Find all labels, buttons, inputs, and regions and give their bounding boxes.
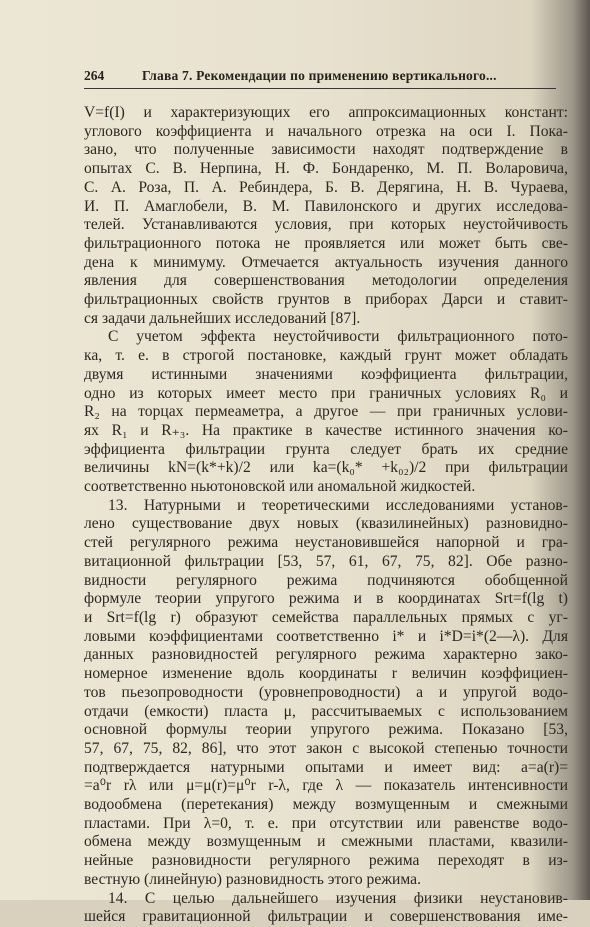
text-line: данных разновидностей регулярного режима характерно зако- xyxy=(84,646,568,664)
text-line: С. А. Роза, П. А. Ребиндера, Б. В. Дерягина, Н. В. Чураева, xyxy=(84,178,568,196)
text-line: подтверждается натурными опытами и имеет вид: a=a(r)= xyxy=(84,758,568,776)
running-header xyxy=(84,68,556,89)
text-line: основной формулы теории упругого режима. Показано [53, xyxy=(84,721,568,739)
text-line: величины kN=(k*+k)/2 или ka=(k₀* +k₀₂)/2 при фильтрации xyxy=(84,459,568,477)
text-line: вестную (линейную) разновидность этого режима. xyxy=(84,870,421,888)
text-line: пластами. При λ=0, т. е. при отсутствии или равенстве водо- xyxy=(84,814,568,832)
text-line: 14. С целью дальнейшего изучения физики неустановив- xyxy=(108,889,568,907)
text-line: углового коэффициента и начального отрезка на оси I. Пока- xyxy=(84,122,568,140)
text-line: водообмена (перетекания) между возмущенным и смежными xyxy=(84,796,568,814)
text-line: эффициента фильтрации грунта следует брать их средние xyxy=(84,440,568,458)
text-line: тов пьезопроводности (уровнепроводности) a и упругой водо- xyxy=(84,683,568,701)
text-line: =a⁰r rλ или μ=μ(r)=μ⁰r r-λ, где λ — показатель интенсивности xyxy=(84,777,568,795)
text-line: витационной фильтрации [53, 57, 61, 67, 75, 82]. Обе разно- xyxy=(84,552,568,570)
running-title: Глава 7. Рекомендации по применению вертикального... xyxy=(142,68,497,83)
text-line: фильтрационных свойств грунтов в приборах Дарси и ставит- xyxy=(84,291,568,309)
text-line: лено существование двух новых (квазилинейных) разновидно- xyxy=(84,515,568,533)
page-body-text xyxy=(84,104,568,927)
text-line: ях R₁ и R₊₃. На практике в качестве истинного значения ко- xyxy=(84,421,568,439)
text-line: обмена между возмущенным и смежными пластами, квазили- xyxy=(84,833,568,851)
text-line: видности регулярного режима подчиняются обобщенной xyxy=(84,571,568,589)
text-line: шейся гравитационной фильтрации и совершенствования име- xyxy=(84,908,568,926)
text-line: И. П. Амаглобели, В. М. Павилонского и других исследова- xyxy=(84,197,568,215)
text-line: двумя истинными значениями коэффициента фильтрации, xyxy=(84,365,568,383)
text-line: ся задачи дальнейших исследований [87]. xyxy=(84,309,361,327)
text-line: дена к минимуму. Отмечается актуальность изучения данного xyxy=(84,253,568,271)
text-line: 13. Натурными и теоретическими исследованиями установ- xyxy=(108,496,568,514)
text-line: отдачи (емкости) пласта μ, рассчитываемых с использованием xyxy=(84,702,568,720)
text-line: формуле теории упругого режима и в координатах Srt=f(lg t) xyxy=(84,590,568,608)
text-line: ловыми коэффициентами соответственно i* и i*D=i*(2—λ). Для xyxy=(84,627,568,645)
text-line: номерное изменение вдоль координаты r величин коэффициен- xyxy=(84,665,568,683)
text-line: R₂ на торцах пермеаметра, а другое — при граничных услови- xyxy=(84,403,568,421)
text-line: фильтрационного потока не проявляется или может быть све- xyxy=(84,234,568,252)
text-line: V=f(I) и характеризующих его аппроксимационных констант: xyxy=(84,104,568,121)
text-line: телей. Устанавливаются условия, при которых неустойчивость xyxy=(84,216,568,234)
text-line: 57, 67, 75, 82, 86], что этот закон с высокой степенью точности xyxy=(84,739,568,757)
text-line: опытах С. В. Нерпина, Н. Ф. Бондаренко, М. П. Воларовича, xyxy=(84,160,568,178)
text-line: С учетом эффекта неустойчивости фильтрационного пото- xyxy=(108,328,568,346)
text-line: стей регулярного режима неустановившейся напорной и гра- xyxy=(84,534,568,552)
text-line: нейные разновидности регулярного режима переходят в из- xyxy=(84,852,568,870)
text-line: соответственно ньютоновской или аномальной жидкостей. xyxy=(84,478,476,496)
text-line: одно из которых имеет место при граничных условиях R₀ и xyxy=(84,384,568,402)
text-line: явления для совершенствования методологии определения xyxy=(84,272,568,290)
text-line: зано, что полученные зависимости находят подтверждение в xyxy=(84,141,568,159)
text-line: и Srt=f(lg r) образуют семейства параллельных прямых с уг- xyxy=(84,608,568,626)
text-line: ка, т. е. в строгой постановке, каждый грунт может обладать xyxy=(84,347,568,365)
page-number: 264 xyxy=(84,68,105,83)
